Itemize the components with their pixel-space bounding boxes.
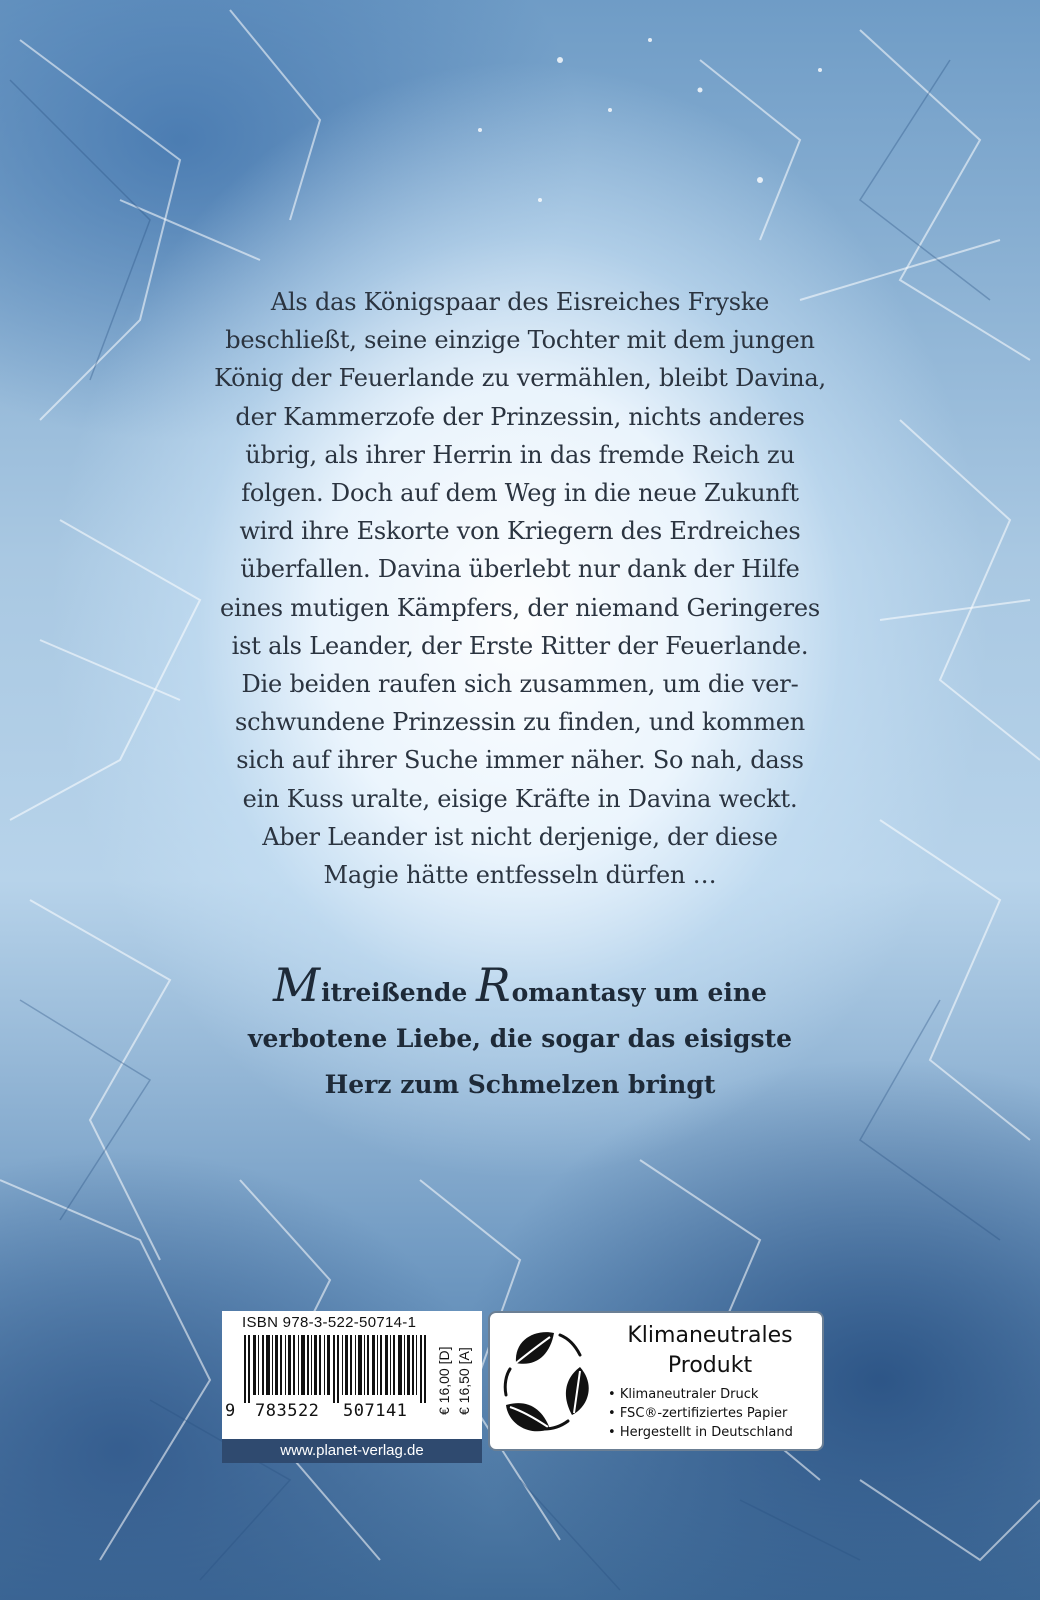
blurb-line: beschließt, seine einzige Tochter mit dem jungen	[225, 326, 815, 355]
blurb-line: folgen. Doch auf dem Weg in die neue Zukunft	[241, 479, 799, 508]
blurb-line: sich auf ihrer Suche immer näher. So nah, dass	[236, 746, 804, 775]
blurb-line: ein Kuss uralte, eisige Kräfte in Davina weckt.	[242, 784, 798, 813]
barcode-icon	[244, 1335, 430, 1403]
blurb-line: schwundene Prinzessin zu finden, und kommen	[234, 708, 806, 737]
blurb-line: übrig, als ihrer Herrin in das fremde Reich zu	[245, 440, 795, 469]
barcode-digits-left: 783522	[255, 1401, 320, 1421]
blurb-line: König der Feuerlande zu vermählen, bleibt Davina,	[214, 364, 826, 393]
blurb-line: Magie hätte entfesseln dürfen …	[323, 861, 717, 890]
isbn-barcode-box	[222, 1311, 482, 1439]
publisher-url: www.planet-verlag.de	[222, 1439, 482, 1463]
blurb-line: Die beiden raufen sich zusammen, um die ver-	[241, 670, 799, 699]
isbn-number: ISBN 978-3-522-50714-1	[242, 1314, 417, 1331]
eco-title-line: Klimaneutrales	[627, 1323, 793, 1348]
blurb-text	[190, 283, 850, 894]
blurb-line: der Kammerzofe der Prinzessin, nichts anderes	[235, 402, 805, 431]
blurb-line: Aber Leander ist nicht derjenige, der diese	[262, 822, 778, 851]
blurb-line: Als das Königspaar des Eisreiches Fryske	[270, 288, 770, 316]
barcode-digits-right: 507141	[343, 1401, 408, 1421]
leaf-cycle-icon	[496, 1325, 596, 1437]
price-austria: € 16,50 [A]	[456, 1347, 472, 1415]
eco-features-list	[608, 1385, 793, 1442]
blurb-line: eines mutigen Kämpfers, der niemand Geringeres	[219, 593, 821, 622]
tagline-text: omantasy um eine	[511, 978, 767, 1007]
blurb-line: überfallen. Davina überlebt nur dank der Hilfe	[240, 555, 800, 584]
tagline-line-2: verbotene Liebe, die sogar das eisigste	[247, 1024, 793, 1053]
blurb-line: ist als Leander, der Erste Ritter der Feuerlande.	[231, 631, 809, 660]
tagline-initial-m: M	[273, 958, 321, 1012]
blurb-line: wird ihre Eskorte von Kriegern des Erdreiches	[239, 517, 801, 546]
eco-title-line: Produkt	[667, 1353, 753, 1378]
tagline-initial-r: R	[475, 958, 511, 1012]
list-item: • Hergestellt in Deutschland	[608, 1423, 793, 1442]
tagline	[200, 958, 840, 1108]
list-item: • Klimaneutraler Druck	[608, 1385, 793, 1404]
tagline-text: itreißende	[321, 978, 476, 1007]
barcode-digit-first: 9	[225, 1401, 236, 1421]
price-germany: € 16,00 [D]	[436, 1346, 452, 1415]
tagline-line-1	[200, 958, 840, 1016]
tagline-line-3: Herz zum Schmelzen bringt	[324, 1070, 716, 1099]
climate-neutral-badge	[488, 1311, 824, 1451]
list-item: • FSC®-zertifiziertes Papier	[608, 1404, 793, 1423]
eco-title	[600, 1321, 820, 1381]
